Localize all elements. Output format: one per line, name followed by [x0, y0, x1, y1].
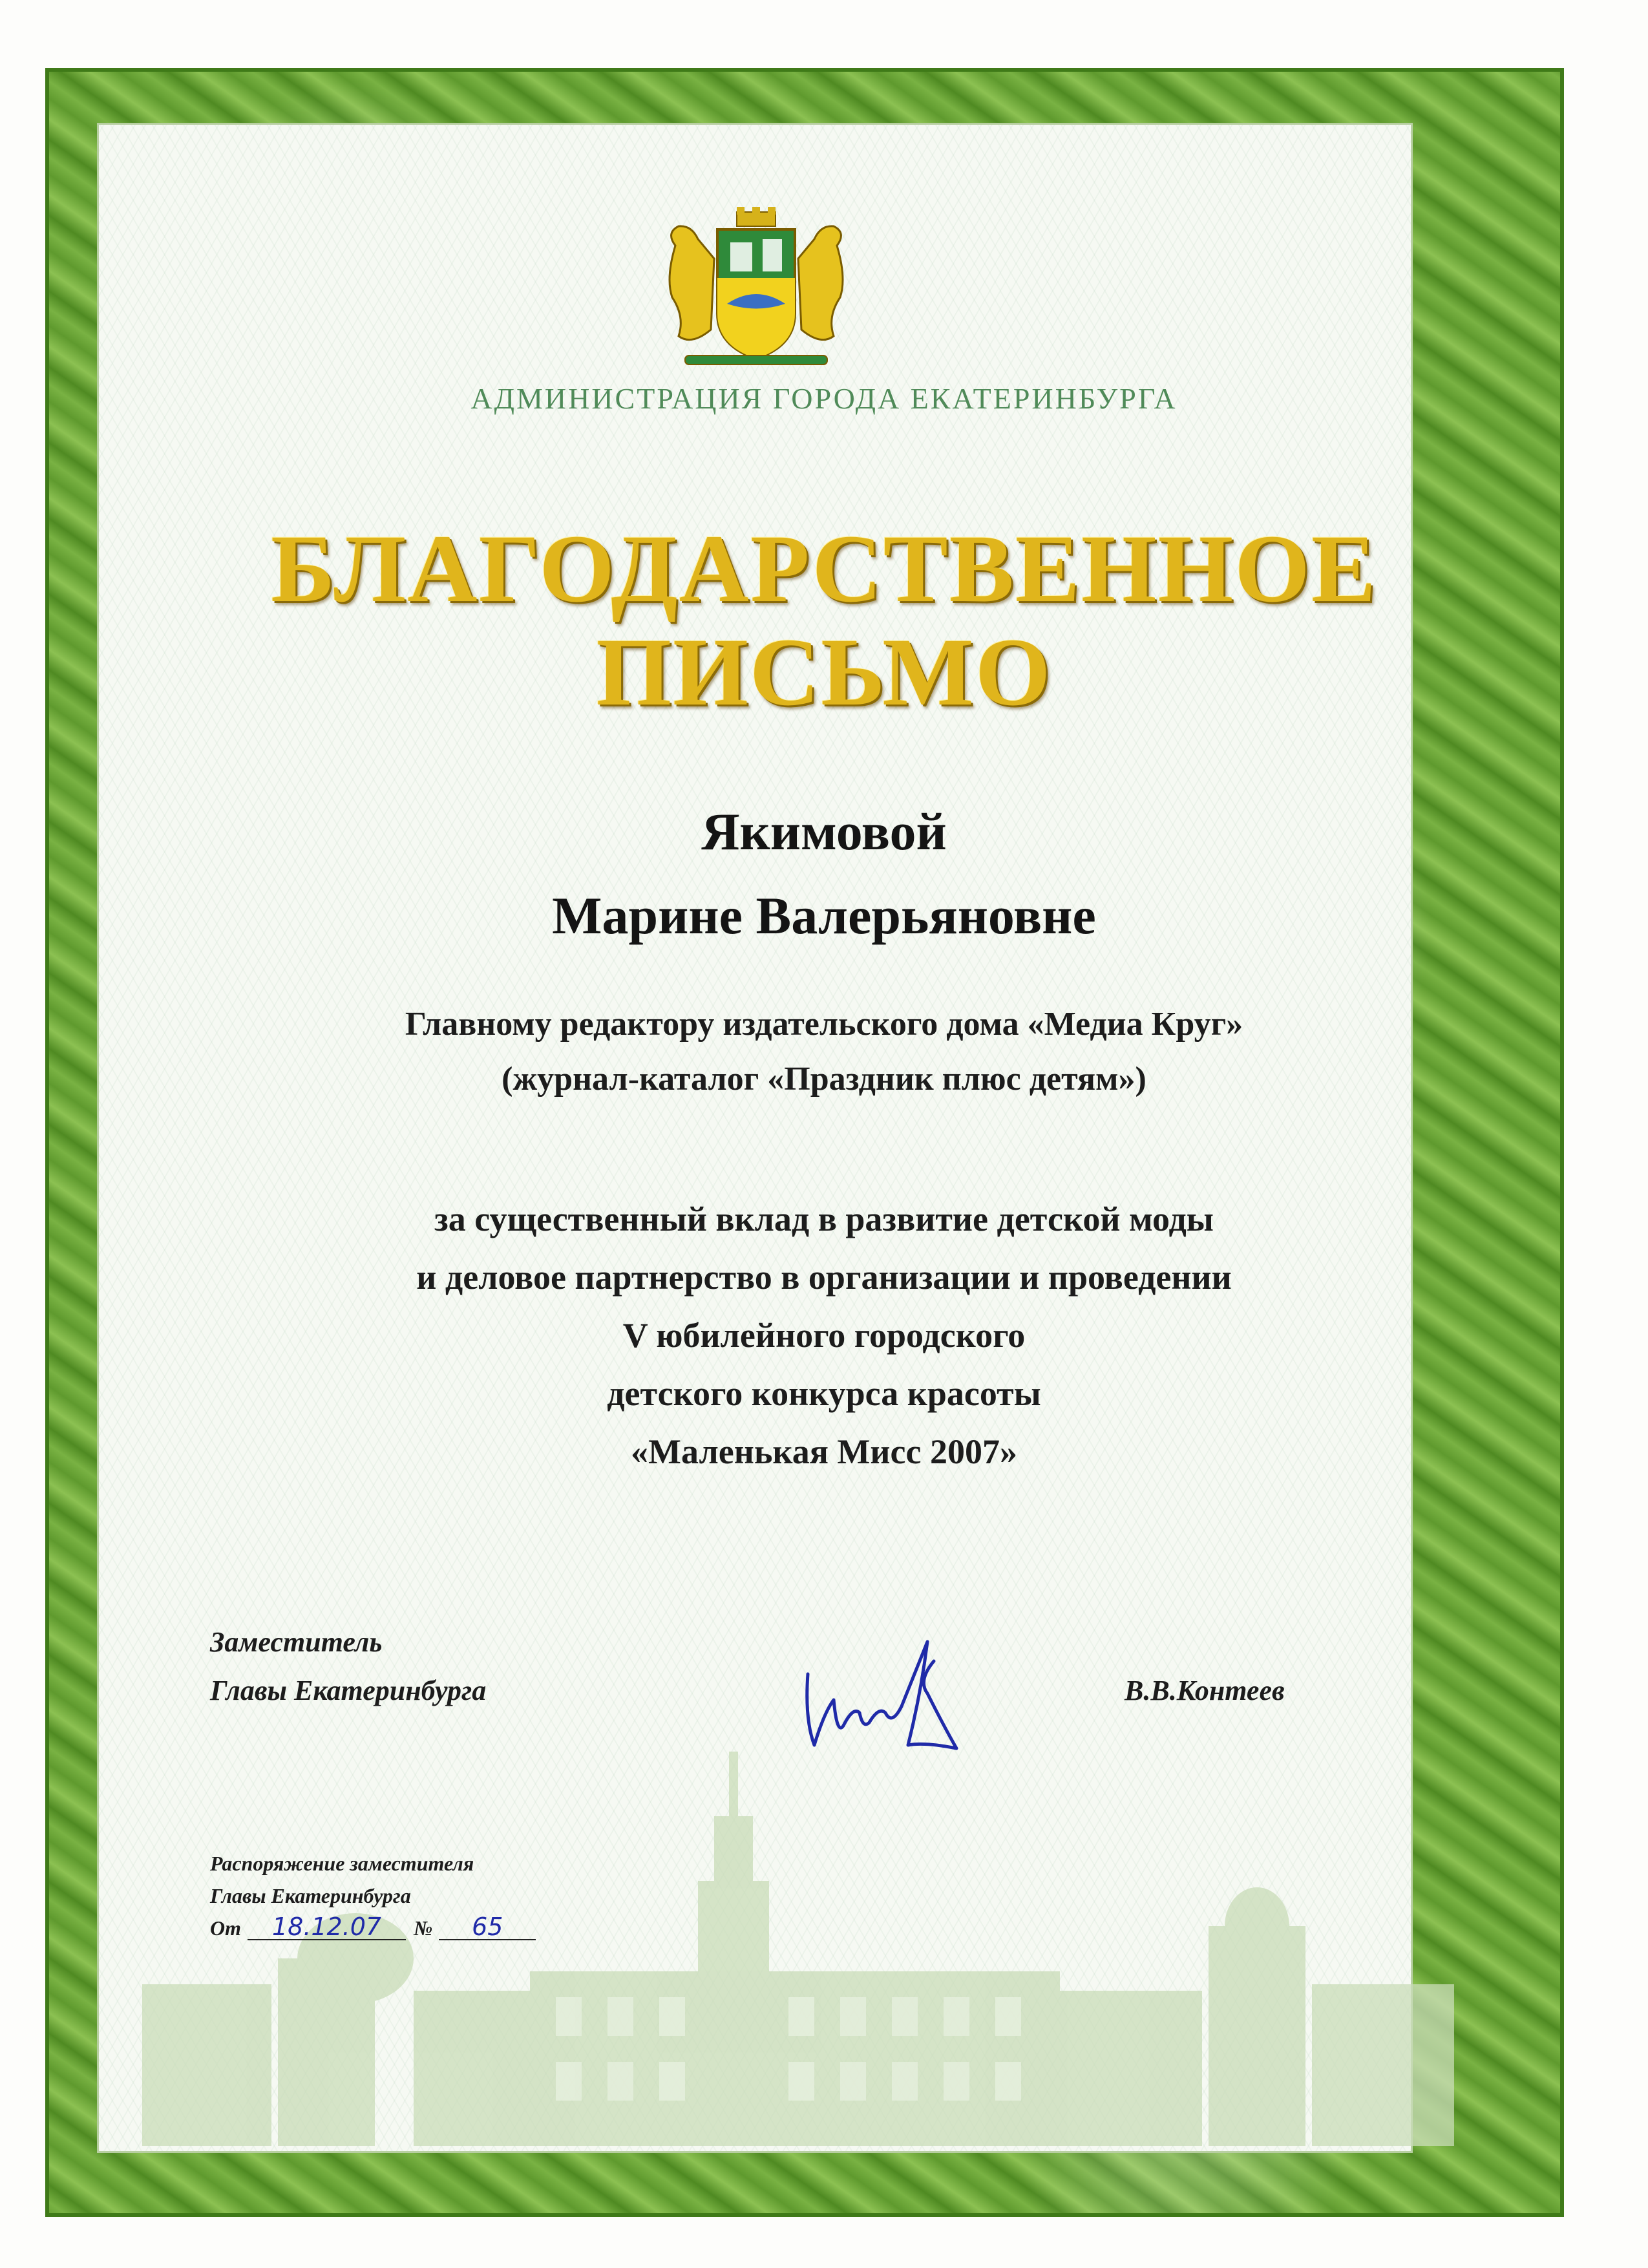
reason-line5: «Маленькая Мисс 2007» [631, 1432, 1017, 1471]
order-date-prefix: От [210, 1916, 241, 1940]
organization-header: АДМИНИСТРАЦИЯ ГОРОДА ЕКАТЕРИНБУРГА [470, 382, 1178, 415]
recipient-position-line1: Главному редактору издательского дома «Медиа Круг» [405, 1006, 1243, 1043]
signatory-name: В.В.Контеев [1125, 1675, 1285, 1706]
yekaterinburg-coat-of-arms-icon [640, 207, 872, 368]
signatory-title-line1: Заместитель [210, 1626, 383, 1658]
reason-line4: детского конкурса красоты [607, 1374, 1041, 1413]
reason-line2: и деловое партнерство в организации и проведении [416, 1258, 1232, 1297]
recipient-surname: Якимовой [701, 802, 947, 861]
order-number-handwritten: 65 [439, 1914, 536, 1940]
signatory-title-line2: Главы Екатеринбурга [210, 1675, 487, 1706]
document-title-line2: ПИСЬМО [596, 619, 1052, 726]
document-title-line1: БЛАГОДАРСТВЕННОЕ [271, 515, 1377, 622]
order-number-prefix: № [414, 1916, 433, 1940]
recipient-given-names: Марине Валерьяновне [552, 886, 1096, 945]
recipient-position-line2: (журнал-каталог «Праздник плюс детям») [502, 1061, 1146, 1097]
reason-line1: за существенный вклад в развитие детской моды [434, 1200, 1214, 1238]
handwritten-signature [788, 1616, 1002, 1784]
order-date-number-line [210, 1914, 536, 1940]
reason-line3: V юбилейного городского [622, 1316, 1026, 1355]
order-date-handwritten: 18.12.07 [248, 1914, 406, 1940]
order-line2: Главы Екатеринбурга [210, 1884, 411, 1907]
order-line1: Распоряжение заместителя [210, 1852, 474, 1875]
